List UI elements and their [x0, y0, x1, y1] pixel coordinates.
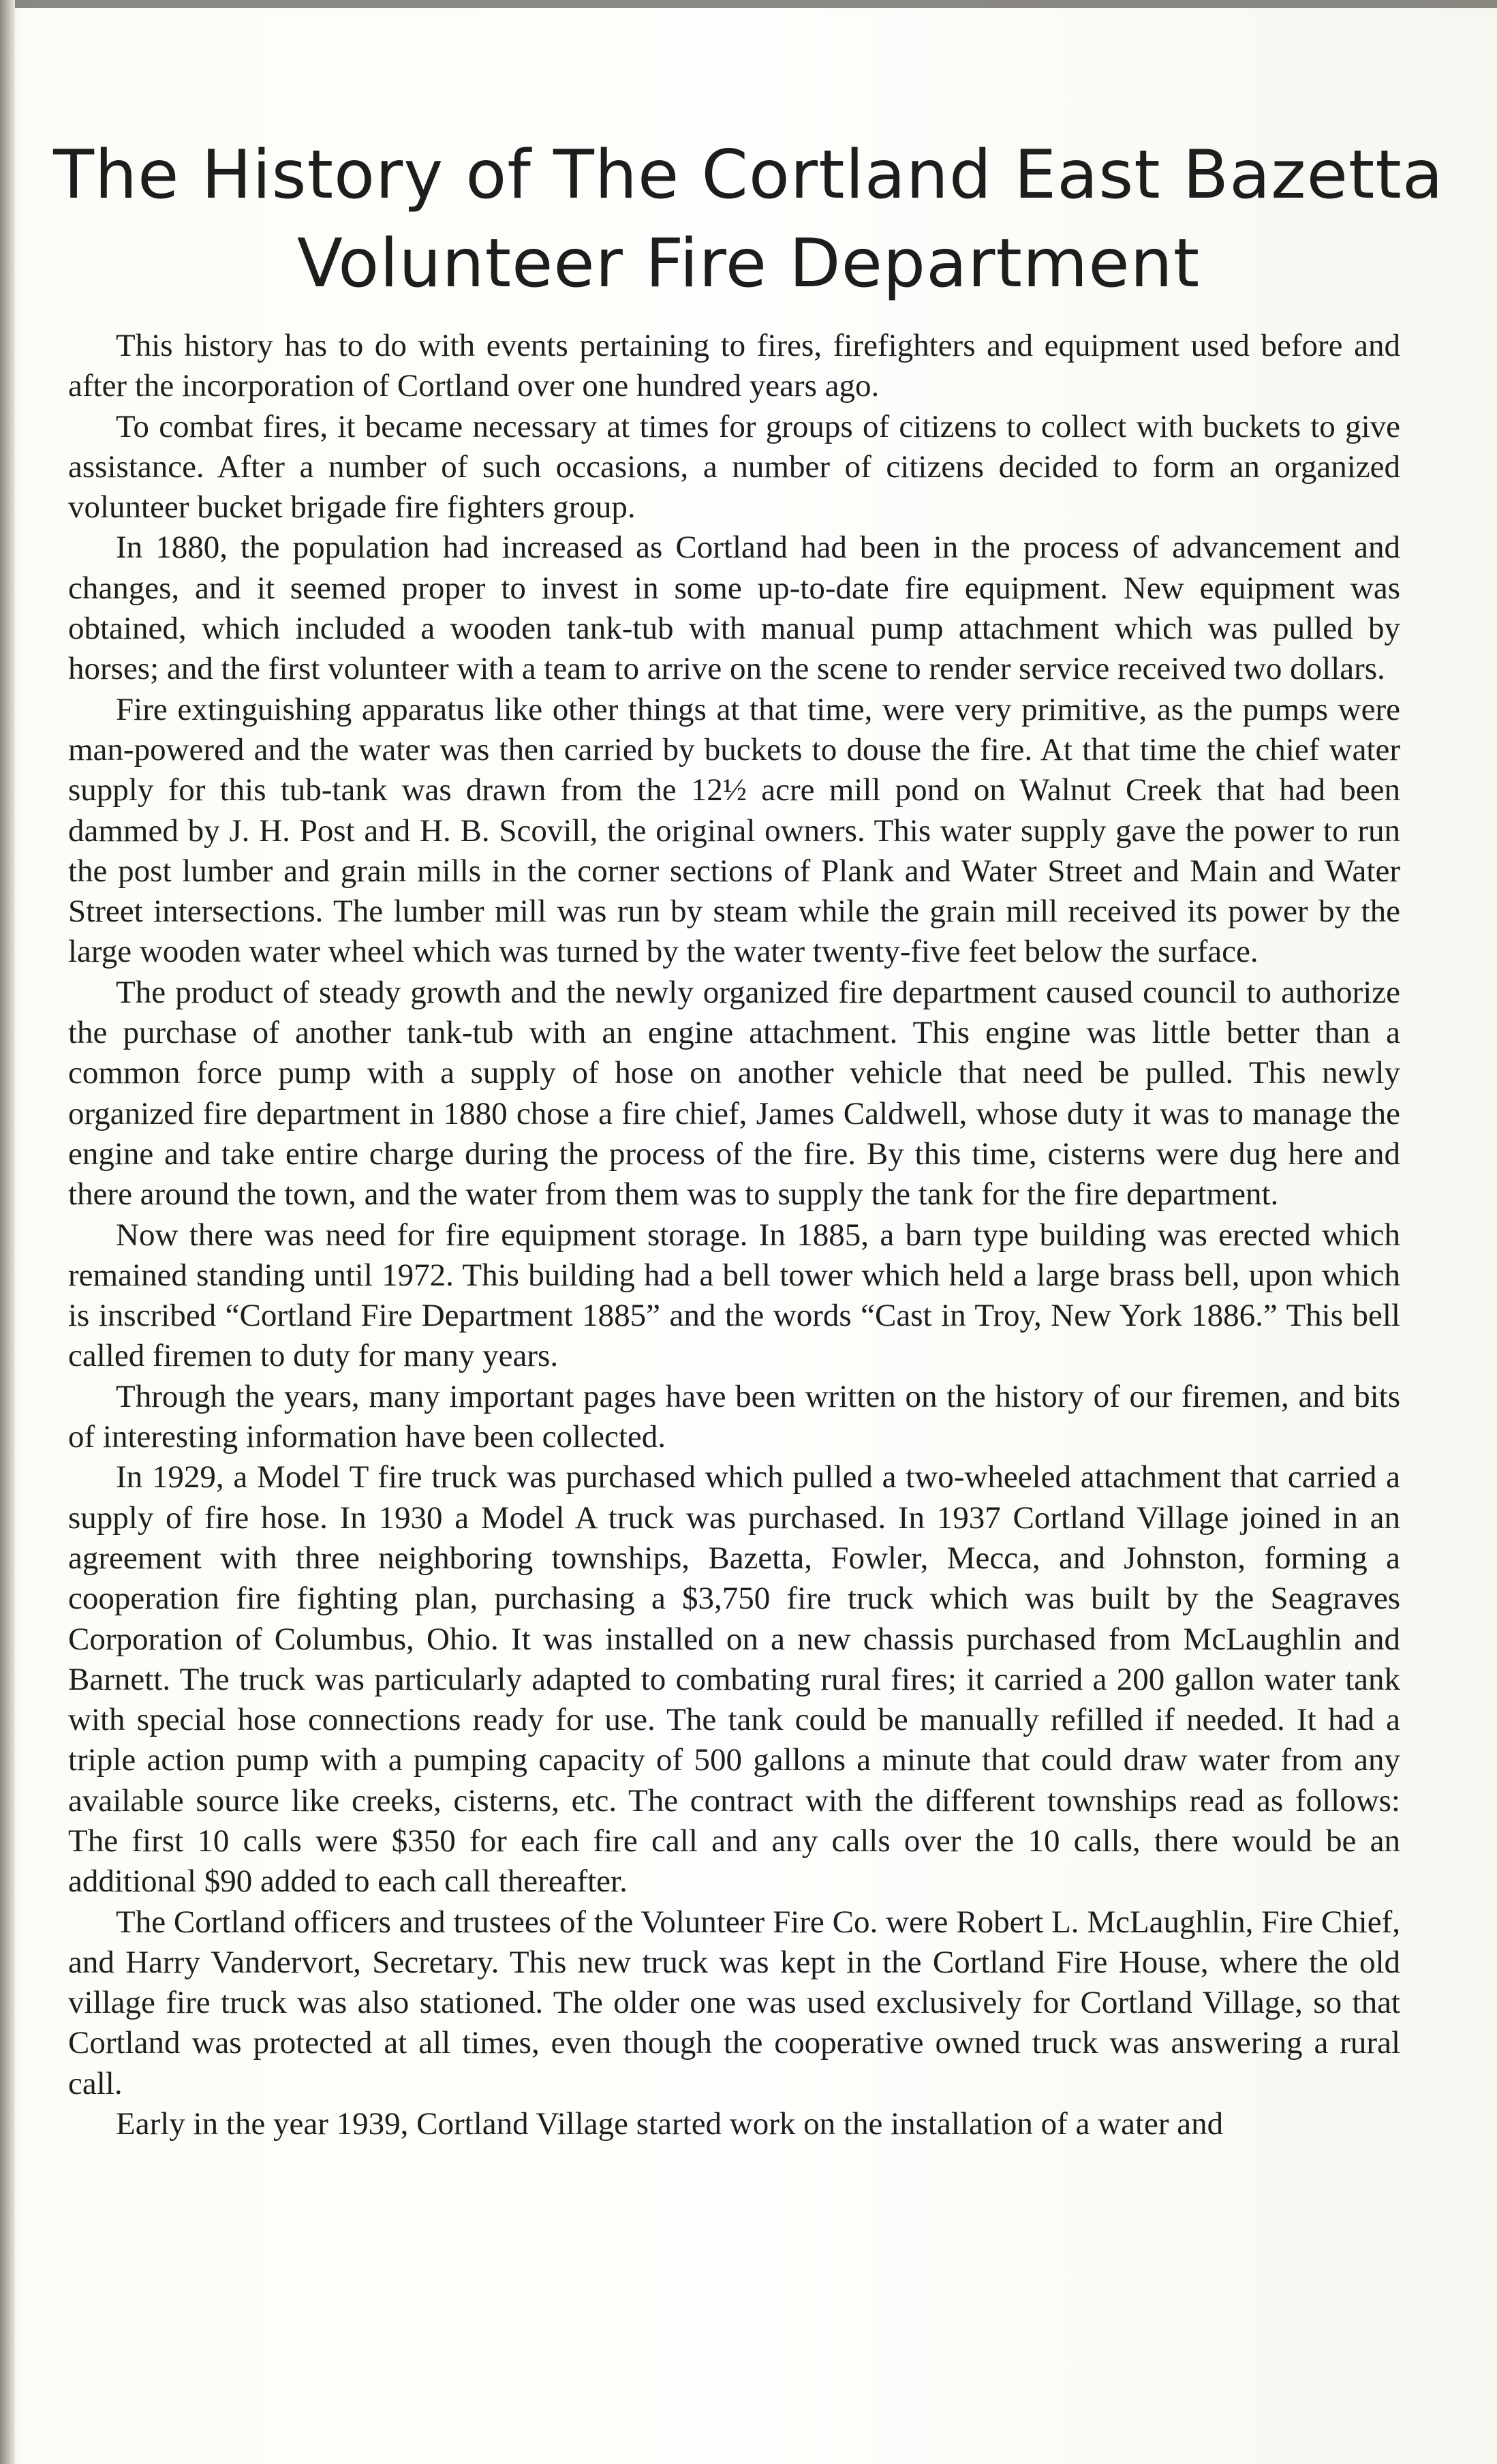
- scan-top-edge: [0, 0, 1497, 8]
- paragraph: This history has to do with events pertaining to fires, firefighters and equipment used before and after the incorporation of Cortland over one hundred years ago.: [68, 328, 1400, 404]
- article-body: [68, 326, 1400, 2144]
- page-title-line-1: The History of The Cortland East Bazetta: [53, 136, 1444, 214]
- paragraph: In 1880, the population had increased as Cortland had been in the process of advancement and changes, and it seemed proper to invest in some up-to-date fire equipment. New equipment was obtained, which included a wooden tank-tub with manual pump attachment which was pulled by horses; and the first volunteer with a team to arrive on the scene to render service received two dollars.: [68, 530, 1400, 687]
- paragraph: The Cortland officers and trustees of the Volunteer Fire Co. were Robert L. McLaughlin, Fire Chief, and Harry Vandervort, Secretary. This new truck was kept in the Cortland Fire House, where the old village fire truck was also stationed. The older one was used exclusively for Cortland Village, so that Cortland was protected at all times, even though the cooperative owned truck was answering a rural call.: [68, 1904, 1400, 2101]
- paragraph: Early in the year 1939, Cortland Village started work on the installation of a water and: [116, 2106, 1224, 2142]
- page-title-line-2: Volunteer Fire Department: [296, 225, 1201, 303]
- paragraph: Now there was need for fire equipment storage. In 1885, a barn type building was erected which remained standing until 1972. This building had a bell tower which held a large brass bell, upon which is inscribed “Cortland Fire Department 1885” and the words “Cast in Troy, New York 1886.” This bell called firemen to duty for many years.: [68, 1217, 1400, 1374]
- paragraph: Through the years, many important pages have been written on the history of our firemen, and bits of interesting information have been collected.: [68, 1378, 1400, 1455]
- paragraph: The product of steady growth and the newly organized fire department caused council to authorize the purchase of another tank-tub with an engine attachment. This engine was little better than a common force pump with a supply of hose on another vehicle that need be pulled. This newly organized fire department in 1880 chose a fire chief, James Caldwell, whose duty it was to manage the engine and take entire charge during the process of the fire. By this time, cisterns were dug here and there around the town, and the water from them was to supply the tank for the fire department.: [68, 974, 1400, 1213]
- paragraph: Fire extinguishing apparatus like other things at that time, were very primitive, as the pumps were man-powered and the water was then carried by buckets to douse the fire. At that time the chief water supply for this tub-tank was drawn from the 12½ acre mill pond on Walnut Creek that had been dammed by J. H. Post and H. B. Scovill, the original owners. This water supply gave the power to run the post lumber and grain mills in the corner sections of Plank and Water Street and Main and Water Street intersections. The lumber mill was run by steam while the grain mill received its power by the large wooden water wheel which was turned by the water twenty-five feet below the surface.: [68, 691, 1400, 970]
- paragraph: In 1929, a Model T fire truck was purchased which pulled a two-wheeled attachment that carried a supply of fire hose. In 1930 a Model A truck was purchased. In 1937 Cortland Village joined in an agreement with three neighboring townships, Bazetta, Fowler, Mecca, and Johnston, forming a cooperation fire fighting plan, purchasing a $3,750 fire truck which was built by the Seagraves Corporation of Columbus, Ohio. It was installed on a new chassis purchased from McLaughlin and Barnett. The truck was particularly adapted to combating rural fires; it carried a 200 gallon water tank with special hose connections ready for use. The tank could be manually refilled if needed. It had a triple action pump with a pumping capacity of 500 gallons a minute that could draw water from any available source like creeks, cisterns, etc. The contract with the different townships read as follows: The first 10 calls were $350 for each fire call and any calls over the 10 calls, there would be an additional $90 added to each call thereafter.: [68, 1459, 1400, 1900]
- paragraph: To combat fires, it became necessary at times for groups of citizens to collect with buckets to give assistance. After a number of such occasions, a number of citizens decided to form an organized volunteer bucket brigade fire fighters group.: [68, 408, 1400, 526]
- scan-left-edge: [0, 0, 15, 2464]
